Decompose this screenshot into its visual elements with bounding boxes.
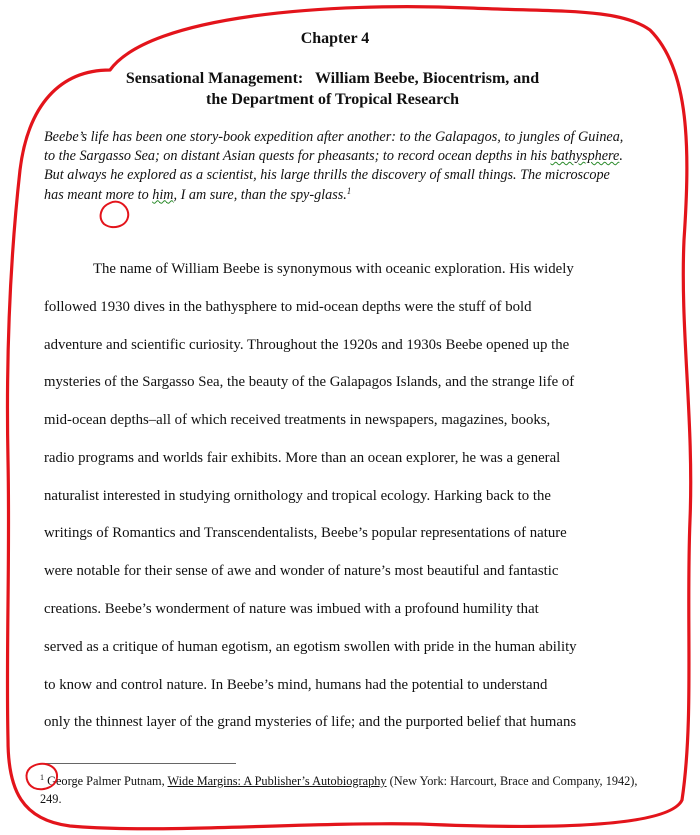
epigraph-word-him: him [152, 186, 174, 203]
footnote-separator [40, 763, 236, 764]
body-line: adventure and scientific curiosity. Throughout the 1920s and 1930s Beebe opened up the [44, 337, 570, 353]
epigraph-text-2: . But always he explored as a scientist, his large thrills the discovery of small things. The microscope has meant more to [44, 148, 623, 203]
footnote-book-title: Wide Margins: A Publisher’s Autobiography [167, 774, 387, 788]
body-line: were notable for their sense of awe and wonder of nature’s most beautiful and fantastic [44, 563, 559, 579]
epigraph-text-3: , I am sure, than the spy-glass. [173, 186, 347, 203]
body-line: writings of Romantics and Transcendentalists, Beebe’s popular representations of nature [44, 525, 567, 541]
body-line: mid-ocean depths–all of which received treatments in newspapers, magazines, books, [44, 412, 551, 428]
body-line: served as a critique of human egotism, an egotism swollen with pride in the human ability [44, 639, 577, 655]
body-line: mysteries of the Sargasso Sea, the beauty of the Galapagos Islands, and the strange life of [44, 374, 575, 390]
chapter-title-line-1: Sensational Management: William Beebe, Biocentrism, and [125, 70, 540, 87]
body-line: radio programs and worlds fair exhibits. More than an ocean explorer, he was a general [44, 450, 561, 466]
epigraph-footnote-ref: 1 [346, 185, 352, 196]
body-line: naturalist interested in studying ornithology and tropical ecology. Harking back to the [44, 488, 551, 504]
epigraph-word-bathysphere: bathysphere [550, 148, 620, 165]
red-circle-epigraph-note [101, 202, 129, 227]
chapter-title-line-2: the Department of Tropical Research [206, 91, 459, 108]
epigraph-text-1: Beebe’s life has been one story-book expedition after another: to the Galapagos, to jungles of Guinea, to the Sargasso Sea; on distant Asian quests for pheasants; to record ocean depths in his [44, 129, 624, 165]
epigraph-quote [44, 128, 629, 205]
footnote-author: George Palmer Putnam, [47, 774, 168, 788]
body-line: to know and control nature. In Beebe’s mind, humans had the potential to understand [44, 677, 548, 693]
footnote-publication: (New York: Harcourt, Brace and Company, 1942), 249. [40, 774, 638, 806]
footnote [40, 772, 640, 808]
body-line: only the thinnest layer of the grand mysteries of life; and the purported belief that humans [44, 714, 577, 730]
chapter-heading: Chapter 4 [300, 30, 370, 47]
body-line: creations. Beebe’s wonderment of nature was imbued with a profound humility that [44, 601, 539, 617]
footnote-number: 1 [40, 773, 44, 782]
chapter-title [0, 68, 665, 110]
body-line: followed 1930 dives in the bathysphere to mid-ocean depths were the stuff of bold [44, 299, 532, 315]
body-line: The name of William Beebe is synonymous with oceanic exploration. His widely [93, 261, 574, 277]
